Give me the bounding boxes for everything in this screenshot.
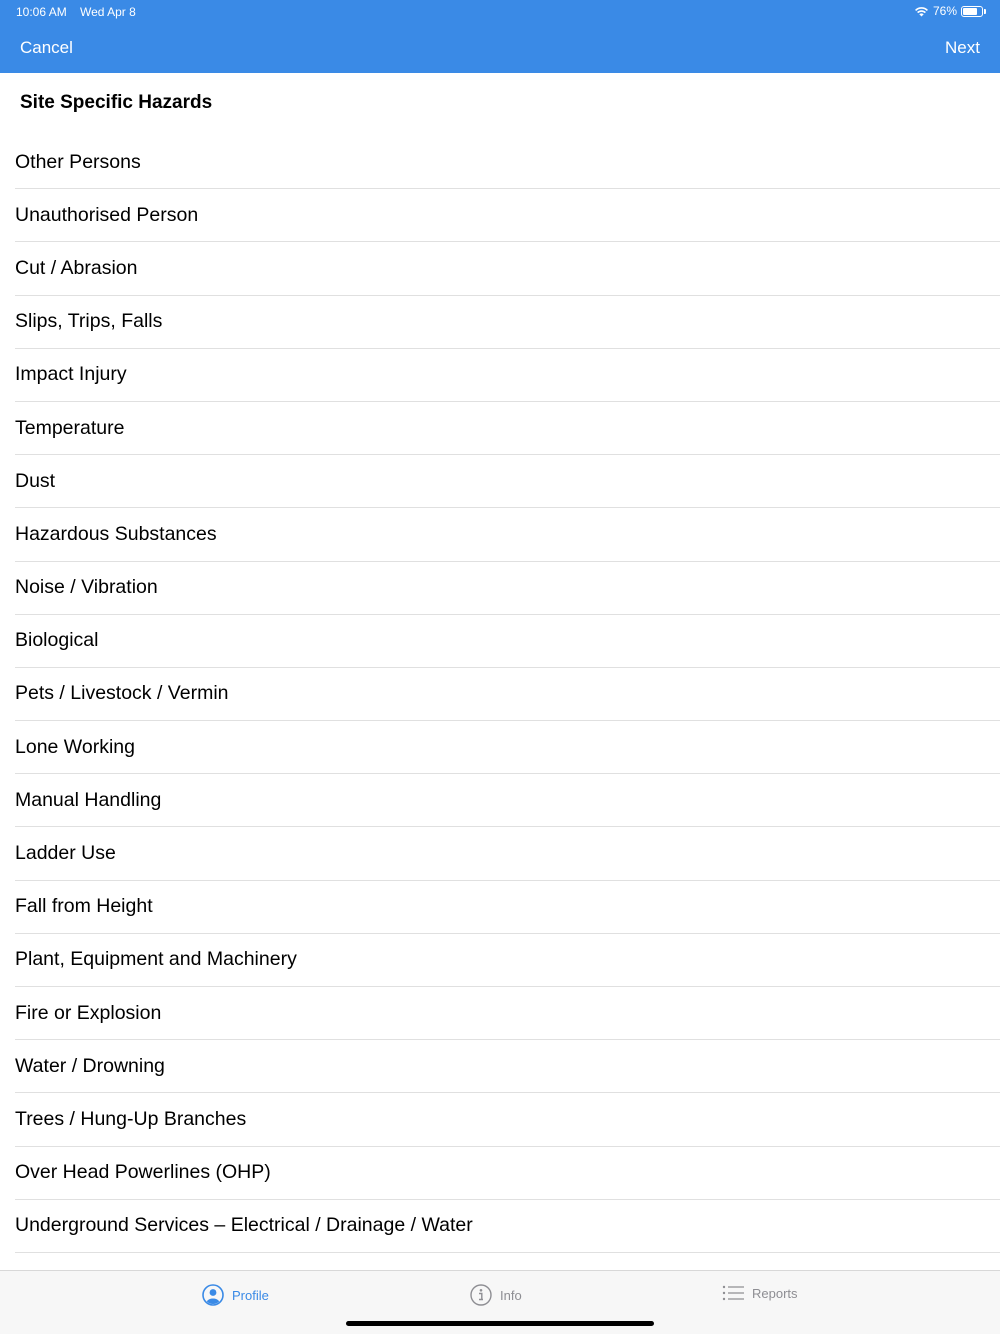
hazard-item-label: Cut / Abrasion bbox=[15, 256, 138, 279]
hazard-item[interactable] bbox=[15, 136, 1000, 189]
hazard-list bbox=[15, 136, 1000, 1253]
hazard-item[interactable] bbox=[15, 1200, 1000, 1253]
status-time: 10:06 AM bbox=[16, 5, 67, 19]
hazard-item[interactable] bbox=[15, 881, 1000, 934]
battery-icon bbox=[961, 6, 983, 17]
wifi-icon bbox=[914, 6, 929, 17]
hazard-item-label: Ladder Use bbox=[15, 842, 116, 865]
profile-icon bbox=[202, 1284, 224, 1306]
hazard-item[interactable] bbox=[15, 562, 1000, 615]
hazard-item-label: Fall from Height bbox=[15, 895, 153, 918]
hazard-item[interactable] bbox=[15, 455, 1000, 508]
hazard-item-label: Plant, Equipment and Machinery bbox=[15, 948, 297, 971]
tab-reports-label: Reports bbox=[752, 1285, 798, 1301]
home-indicator bbox=[346, 1321, 654, 1326]
hazard-item[interactable] bbox=[15, 189, 1000, 242]
hazard-item-label: Pets / Livestock / Vermin bbox=[15, 682, 229, 705]
tab-info-label: Info bbox=[500, 1287, 522, 1303]
hazard-item-label: Lone Working bbox=[15, 735, 135, 758]
info-icon bbox=[470, 1284, 492, 1306]
section-title: Site Specific Hazards bbox=[20, 92, 213, 113]
hazard-item[interactable] bbox=[15, 1040, 1000, 1093]
battery-percent: 76% bbox=[932, 4, 957, 18]
cancel-button[interactable]: Cancel bbox=[20, 38, 73, 57]
hazard-item-label: Over Head Powerlines (OHP) bbox=[15, 1161, 271, 1184]
hazard-item-label: Dust bbox=[15, 469, 56, 492]
hazard-item[interactable] bbox=[15, 1093, 1000, 1146]
hazard-item[interactable] bbox=[15, 774, 1000, 827]
hazard-item-label: Biological bbox=[15, 629, 99, 652]
status-indicators bbox=[914, 4, 986, 18]
hazard-item-label: Trees / Hung-Up Branches bbox=[15, 1107, 247, 1130]
next-button[interactable]: Next bbox=[945, 38, 980, 57]
hazard-item[interactable] bbox=[15, 668, 1000, 721]
tab-reports[interactable] bbox=[722, 1284, 798, 1302]
tab-profile-label: Profile bbox=[232, 1287, 269, 1303]
hazard-item-label: Hazardous Substances bbox=[15, 522, 217, 545]
hazard-item[interactable] bbox=[15, 934, 1000, 987]
hazard-item-label: Other Persons bbox=[15, 150, 141, 173]
hazard-item[interactable] bbox=[15, 296, 1000, 349]
hazard-item[interactable] bbox=[15, 402, 1000, 455]
hazard-item[interactable] bbox=[15, 1147, 1000, 1200]
hazard-item[interactable] bbox=[15, 615, 1000, 668]
hazard-item-label: Slips, Trips, Falls bbox=[15, 310, 163, 333]
hazard-item-label: Underground Services – Electrical / Drainage / Water bbox=[15, 1214, 473, 1237]
hazard-item-label: Water / Drowning bbox=[15, 1054, 165, 1077]
hazard-item-label: Temperature bbox=[15, 416, 125, 439]
hazard-item-label: Noise / Vibration bbox=[15, 576, 158, 599]
hazard-item[interactable] bbox=[15, 508, 1000, 561]
hazard-item-label: Unauthorised Person bbox=[15, 203, 199, 226]
hazard-item[interactable] bbox=[15, 242, 1000, 295]
hazard-item[interactable] bbox=[15, 827, 1000, 880]
hazard-item-label: Manual Handling bbox=[15, 788, 162, 811]
hazard-item[interactable] bbox=[15, 987, 1000, 1040]
navigation-bar bbox=[0, 0, 1000, 73]
tab-info[interactable] bbox=[470, 1284, 522, 1306]
hazard-item[interactable] bbox=[15, 349, 1000, 402]
hazard-item-label: Impact Injury bbox=[15, 363, 127, 386]
list-icon bbox=[722, 1284, 744, 1302]
tab-profile[interactable] bbox=[202, 1284, 269, 1306]
status-date: Wed Apr 8 bbox=[80, 5, 136, 19]
hazard-item[interactable] bbox=[15, 721, 1000, 774]
hazard-item-label: Fire or Explosion bbox=[15, 1001, 162, 1024]
